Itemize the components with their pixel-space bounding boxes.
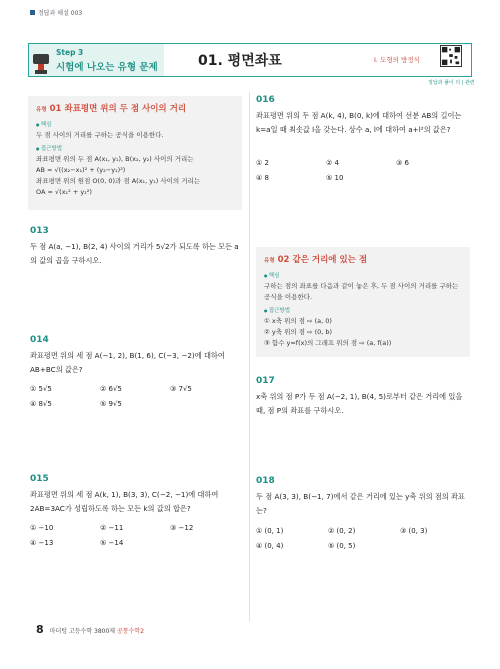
choice-option[interactable]: ② −11	[100, 523, 124, 532]
trophy-icon	[31, 52, 51, 76]
unit-label: Ⅰ. 도형의 방정식	[374, 56, 420, 64]
approach-line: ② y축 위의 점 ⇨ (0, b)	[264, 328, 333, 336]
core-text: 두 점 사이의 거리를 구하는 공식을 이용한다.	[36, 131, 164, 139]
problem-number-015: 015	[30, 474, 49, 484]
problem-text-018: 두 점 A(3, 3), B(−1, 7)에서 같은 거리에 있는 y축 위의 점의 좌표는?	[256, 492, 465, 515]
approach-line: ① x축 위의 점 ⇨ (a, 0)	[264, 317, 332, 325]
section-header	[28, 34, 475, 86]
approach-label: ● 접근방법	[36, 144, 234, 152]
book-title	[50, 626, 144, 635]
page-number: 8	[36, 623, 44, 636]
problem-text-017: x축 위의 점 P가 두 점 A(−2, 1), B(4, 5)로부터 같은 거리에 있을 때, 점 P의 좌표를 구하시오.	[256, 392, 463, 415]
page-footer	[36, 623, 144, 636]
choice-option[interactable]: ⑤ 9√5	[100, 399, 122, 408]
choices-016	[256, 155, 468, 185]
approach-label: ● 접근방법	[264, 306, 462, 314]
choices-015	[30, 520, 240, 550]
problem-text-013: 두 점 A(a, −1), B(2, 4) 사이의 거리가 5√2가 되도록 하는 모든 a의 값의 곱을 구하시오.	[30, 242, 239, 265]
problem-number-014: 014	[30, 335, 49, 345]
step-title: 시험에 나오는 유형 문제	[56, 62, 158, 73]
choice-option[interactable]: ① 2	[256, 158, 269, 167]
choices-018	[256, 523, 468, 553]
concept-tag: 유형	[264, 258, 275, 264]
choice-option[interactable]: ③ 7√5	[170, 384, 192, 393]
choice-option[interactable]: ① 5√5	[30, 384, 52, 393]
choice-option[interactable]: ① (0, 1)	[256, 526, 284, 535]
choice-option[interactable]: ② 4	[326, 158, 339, 167]
book-name: 마더텅 고등수학 3800제	[49, 628, 116, 635]
concept-number: 01	[49, 104, 62, 114]
column-divider	[249, 92, 250, 622]
answer-reference-text: 정답과 해설 003	[38, 10, 83, 17]
problem-text-014: 좌표평면 위의 세 점 A(−1, 2), B(1, 6), C(−3, −2)에 대하여 AB+BC의 값은?	[30, 351, 225, 374]
concept-title	[36, 102, 234, 114]
choice-option[interactable]: ④ −13	[30, 538, 54, 547]
approach-line: ③ 함수 y=f(x)의 그래프 위의 점 ⇨ (a, f(a))	[264, 339, 392, 347]
choice-option[interactable]: ③ −12	[170, 523, 194, 532]
approach-line: AB = √((x₂−x₁)² + (y₂−y₁)²)	[36, 166, 126, 174]
qr-code-icon[interactable]	[440, 45, 462, 67]
choice-option[interactable]: ④ 8	[256, 173, 269, 182]
choice-option[interactable]: ③ (0, 3)	[400, 526, 428, 535]
concept-box-01	[28, 96, 242, 210]
concept-box-02	[256, 247, 470, 357]
core-label: ● 핵심	[36, 120, 234, 128]
problem-text-016: 좌표평면 위의 두 점 A(k, 4), B(0, k)에 대하여 선분 AB의 길이는 k=a일 때 최솟값 l을 갖는다. 상수 a, l에 대하여 a+l²의 값은?	[256, 111, 462, 134]
step-label: Step 3	[56, 48, 84, 57]
concept-number: 02	[277, 255, 290, 265]
choice-option[interactable]: ⑤ (0, 5)	[328, 541, 356, 550]
tag-square-icon	[30, 10, 35, 15]
chapter-title: 01. 평면좌표	[198, 53, 282, 69]
choice-option[interactable]: ② (0, 2)	[328, 526, 356, 535]
choice-option[interactable]: ③ 6	[396, 158, 409, 167]
approach-line: 좌표평면 위의 원점 O(0, 0)과 점 A(x₁, y₁) 사이의 거리는	[36, 177, 201, 185]
choice-option[interactable]: ⑤ 10	[326, 173, 344, 182]
choice-option[interactable]: ④ (0, 4)	[256, 541, 284, 550]
core-label: ● 핵심	[264, 271, 462, 279]
choices-014	[30, 381, 240, 411]
choice-option[interactable]: ⑤ −14	[100, 538, 124, 547]
answer-link[interactable]: 정답과 풀이 의 | 관련	[428, 80, 475, 86]
problem-number-018: 018	[256, 476, 275, 486]
problem-number-013: 013	[30, 226, 49, 236]
concept-tag: 유형	[36, 107, 47, 113]
choice-option[interactable]: ① −10	[30, 523, 54, 532]
problem-number-017: 017	[256, 376, 275, 386]
concept-title-text: 좌표평면 위의 두 점 사이의 거리	[64, 104, 187, 114]
approach-line: OA = √(x₁² + y₁²)	[36, 188, 92, 196]
problem-number-016: 016	[256, 95, 275, 105]
problem-text-015: 좌표평면 위의 세 점 A(k, 1), B(3, 3), C(−2, −1)에 대하여 2AB=3AC가 성립하도록 하는 모든 k의 값의 합은?	[30, 490, 219, 513]
choice-option[interactable]: ② 6√5	[100, 384, 122, 393]
approach-line: 좌표평면 위의 두 점 A(x₁, y₁), B(x₂, y₂) 사이의 거리는	[36, 155, 194, 163]
core-text: 구하는 점의 좌표를 다음과 같이 놓은 후, 두 점 사이의 거리를 구하는 공식을 이용한다.	[264, 282, 459, 301]
concept-title	[264, 253, 462, 265]
choice-option[interactable]: ④ 8√5	[30, 399, 52, 408]
answer-reference-tag	[30, 8, 82, 17]
book-subtitle: 공통수학2	[117, 628, 145, 635]
concept-title-text: 같은 거리에 있는 점	[292, 255, 368, 265]
